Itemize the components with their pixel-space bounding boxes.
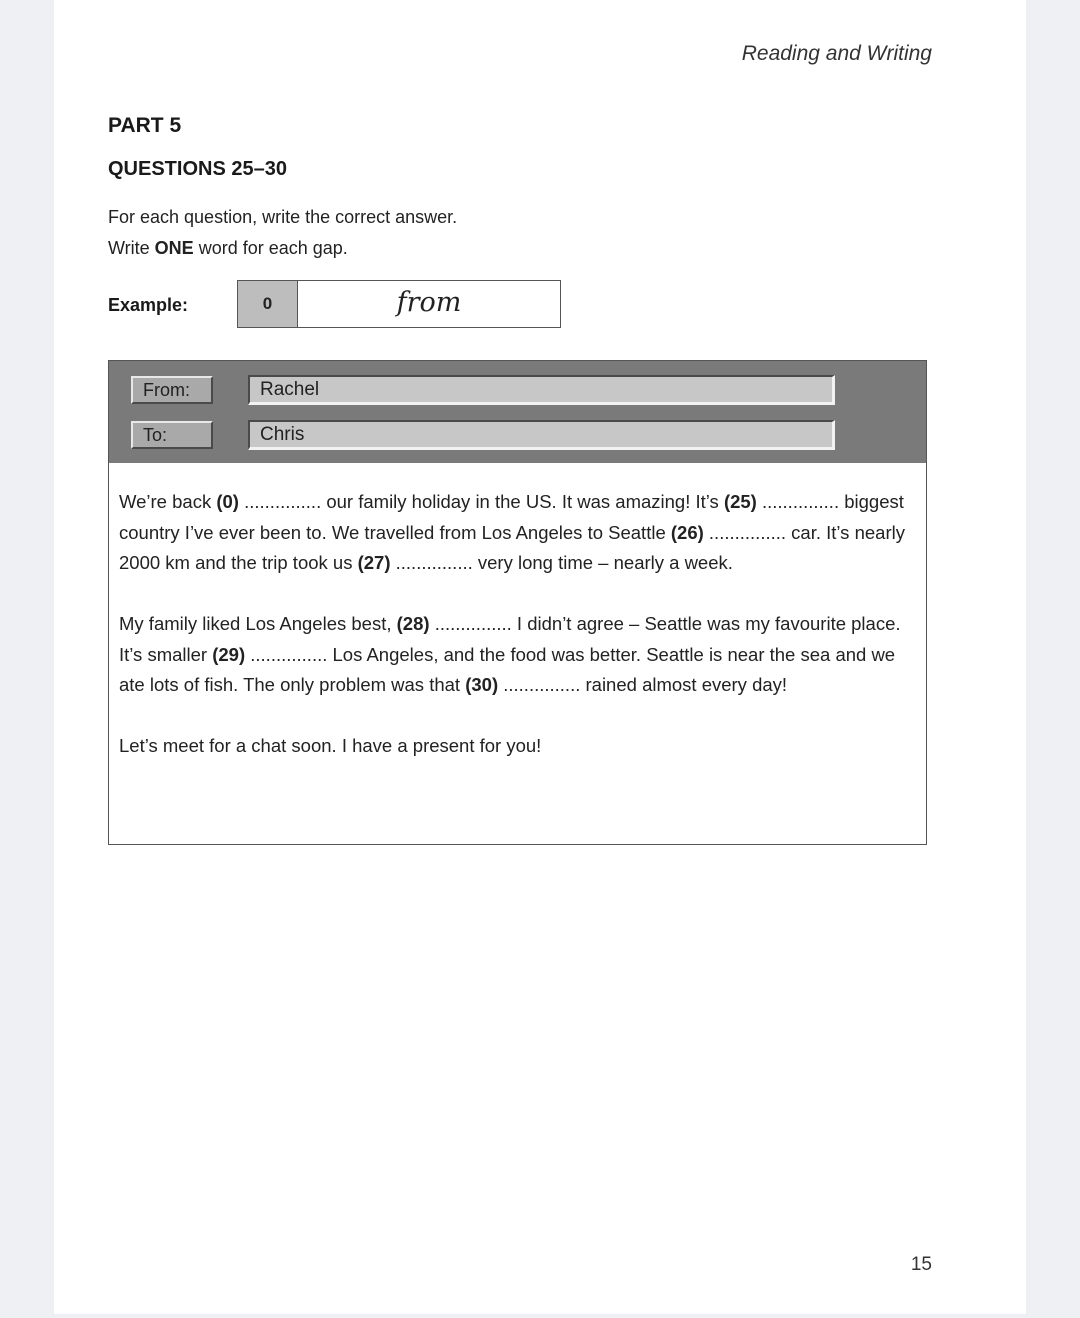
gap-dots: ............... (395, 552, 473, 573)
gap-number-27: (27) (357, 552, 391, 573)
text-run: rained almost every day! (580, 674, 788, 695)
text-run: biggest country I’ve ever been to. We travelled from Los Angeles to Seattle (119, 491, 904, 543)
gap-dots: ............... (761, 491, 840, 512)
example-number: 0 (238, 281, 298, 327)
questions-title: QUESTIONS 25–30 (108, 158, 287, 180)
instruction-emphasis: ONE (154, 238, 194, 258)
to-field: Chris (248, 420, 835, 450)
page-number: 15 (910, 1254, 932, 1275)
gap-dots: ............... (434, 613, 512, 634)
text-run: I didn’t agree – Seattle was my favourite place. It’s smaller (119, 613, 901, 665)
gap-number-30: (30) (465, 674, 499, 695)
from-label: From: (131, 376, 213, 404)
gap-dots: ............... (250, 643, 328, 665)
text-run: My family liked Los Angeles best, (119, 613, 397, 634)
email-body (119, 487, 909, 792)
instruction-line-1: For each question, write the correct answer. (108, 207, 458, 227)
example-label: Example: (108, 295, 189, 315)
to-label: To: (131, 421, 213, 449)
email-panel (108, 360, 927, 845)
instruction-line-2 (108, 238, 348, 259)
text-run: our family holiday in the US. It was amazing! It’s (321, 491, 724, 512)
text-run: Los Angeles, and the food was better. Seattle is near the sea and we ate lots of fish. The only problem was that (119, 643, 896, 695)
example-answer: from (396, 286, 462, 318)
text-run: car. It’s nearly 2000 km and the trip took us (119, 521, 905, 573)
gap-number-26: (26) (670, 521, 704, 543)
gap-number-25: (25) (723, 491, 757, 512)
from-field: Rachel (248, 375, 835, 405)
email-paragraph-1 (119, 487, 909, 579)
email-paragraph-3: Let’s meet for a chat soon. I have a present for you! (119, 735, 542, 756)
running-head: Reading and Writing (741, 42, 932, 65)
text-run: very long time – nearly a week. (472, 552, 733, 573)
email-paragraph-2 (119, 609, 909, 701)
gap-number-28: (28) (396, 613, 430, 634)
email-header (109, 361, 926, 463)
gap-dots: ............... (708, 521, 787, 543)
text-run: We’re back (119, 491, 217, 512)
part-title: PART 5 (108, 114, 182, 137)
example-box (237, 280, 561, 328)
gap-number-29: (29) (212, 643, 246, 665)
instruction-text: Write (108, 238, 155, 258)
gap-dots: ............... (244, 491, 322, 512)
gap-dots: ............... (503, 674, 581, 695)
instruction-text: word for each gap. (193, 238, 348, 258)
exam-page (54, 0, 1026, 1314)
gap-number-0: (0) (216, 491, 239, 512)
